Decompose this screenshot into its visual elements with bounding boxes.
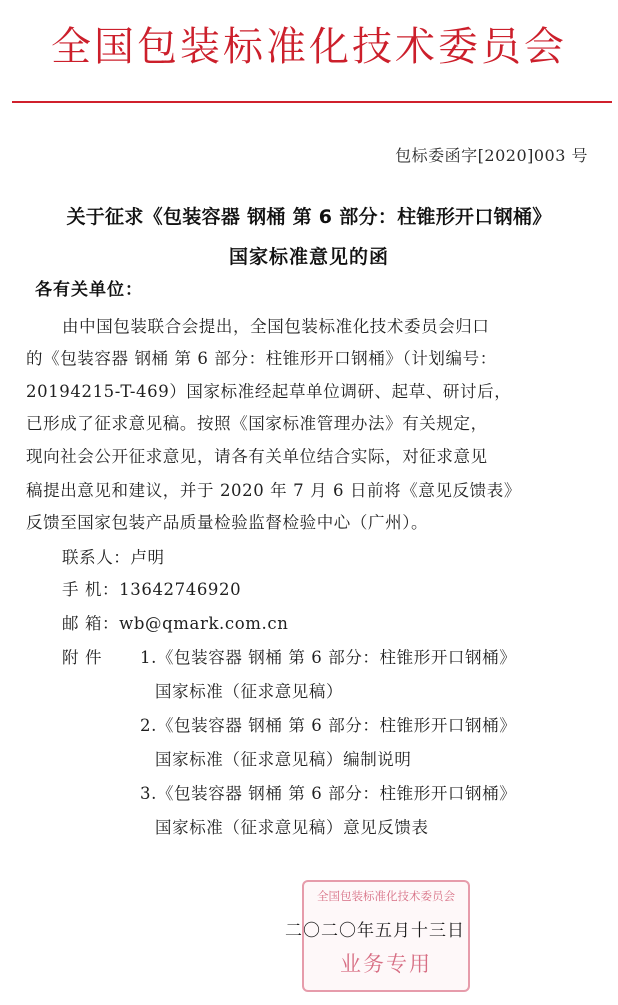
body-line: 稿提出意见和建议，并于 2020 年 7 月 6 日前将《意见反馈表》 [26, 481, 521, 500]
attachment-item-1-line-1: 1.《包装容器 钢桶 第 6 部分：柱锥形开口钢桶》 [140, 648, 517, 667]
contact-phone: 手 机：13642746920 [62, 580, 242, 599]
contact-person: 联系人：卢明 [62, 548, 165, 567]
seal-org-name: 全国包装标准化技术委员会 [317, 889, 455, 903]
document-title-line-1: 关于征求《包装容器 钢桶 第 6 部分：柱锥形开口钢桶》 [66, 206, 552, 228]
body-line: 现向社会公开征求意见，请各有关单位结合实际，对征求意见 [26, 447, 488, 466]
attachments-label: 附 件 [62, 648, 103, 667]
seal-usage-text: 业务专用 [340, 952, 432, 976]
letterhead-divider [12, 101, 612, 103]
document-date: 二〇二〇年五月十三日 [285, 921, 465, 941]
attachment-item-3-line-2: 国家标准（征求意见稿）意见反馈表 [155, 818, 429, 837]
body-line: 已形成了征求意见稿。按照《国家标准管理办法》有关规定， [26, 414, 488, 433]
body-line: 由中国包装联合会提出，全国包装标准化技术委员会归口 [62, 317, 490, 336]
attachment-item-2-line-1: 2.《包装容器 钢桶 第 6 部分：柱锥形开口钢桶》 [140, 716, 517, 735]
attachment-item-1-line-2: 国家标准（征求意见稿） [155, 682, 344, 701]
body-line: 的《包装容器 钢桶 第 6 部分：柱锥形开口钢桶》（计划编号： [26, 349, 497, 368]
document-title-line-2: 国家标准意见的函 [228, 246, 389, 268]
salutation: 各有关单位： [35, 280, 143, 300]
body-line: 20194215-T-469）国家标准经起草单位调研、起草、研讨后， [26, 382, 512, 401]
document-number: 包标委函字[2020]003 号 [395, 146, 588, 165]
attachment-item-2-line-2: 国家标准（征求意见稿）编制说明 [155, 750, 412, 769]
contact-email: 邮 箱：wb@qmark.com.cn [62, 614, 289, 633]
body-line: 反馈至国家包装产品质量检验监督检验中心（广州）。 [26, 513, 429, 532]
attachment-item-3-line-1: 3.《包装容器 钢桶 第 6 部分：柱锥形开口钢桶》 [140, 784, 517, 803]
letterhead-org-name: 全国包装标准化技术委员会 [51, 24, 567, 70]
